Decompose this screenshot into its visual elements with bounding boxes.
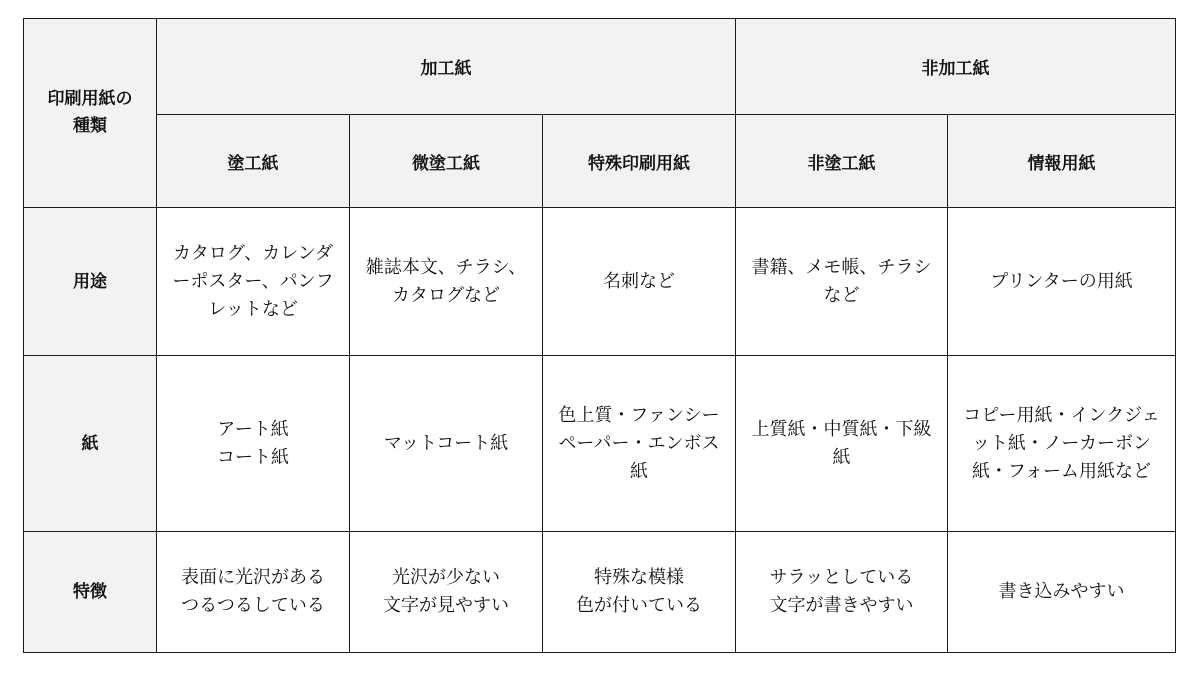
group-header-unprocessed: 非加工紙 [736, 19, 1176, 115]
table-cell: 雑誌本文、チラシ、カタログなど [350, 208, 543, 356]
table-cell: 色上質・ファンシーペーパー・エンボス紙 [543, 356, 736, 532]
table-cell: 上質紙・中質紙・下級紙 [736, 356, 948, 532]
table-row-paper [24, 356, 1176, 532]
table-cell: プリンターの用紙 [948, 208, 1176, 356]
column-header: 情報用紙 [948, 115, 1176, 208]
table-row-usage [24, 208, 1176, 356]
table-cell: 光沢が少ない 文字が見やすい [350, 532, 543, 653]
column-header: 非塗工紙 [736, 115, 948, 208]
table-cell: 表面に光沢がある つるつるしている [157, 532, 350, 653]
table-row-features [24, 532, 1176, 653]
table-cell: 名刺など [543, 208, 736, 356]
row-header-paper: 紙 [24, 356, 157, 532]
row-header-features: 特徴 [24, 532, 157, 653]
table-cell: 特殊な模様 色が付いている [543, 532, 736, 653]
column-header: 塗工紙 [157, 115, 350, 208]
table-cell: 書き込みやすい [948, 532, 1176, 653]
corner-header: 印刷用紙の 種類 [24, 19, 157, 208]
paper-types-table [23, 18, 1176, 653]
table-cell: コピー用紙・インクジェット紙・ノーカーボン紙・フォーム用紙など [948, 356, 1176, 532]
group-header-processed: 加工紙 [157, 19, 736, 115]
table-cell: サラッとしている 文字が書きやすい [736, 532, 948, 653]
column-header: 微塗工紙 [350, 115, 543, 208]
table-cell: アート紙 コート紙 [157, 356, 350, 532]
table-cell: カタログ、カレンダーポスター、パンフレットなど [157, 208, 350, 356]
table-cell: マットコート紙 [350, 356, 543, 532]
table-cell: 書籍、メモ帳、チラシなど [736, 208, 948, 356]
column-header: 特殊印刷用紙 [543, 115, 736, 208]
row-header-usage: 用途 [24, 208, 157, 356]
